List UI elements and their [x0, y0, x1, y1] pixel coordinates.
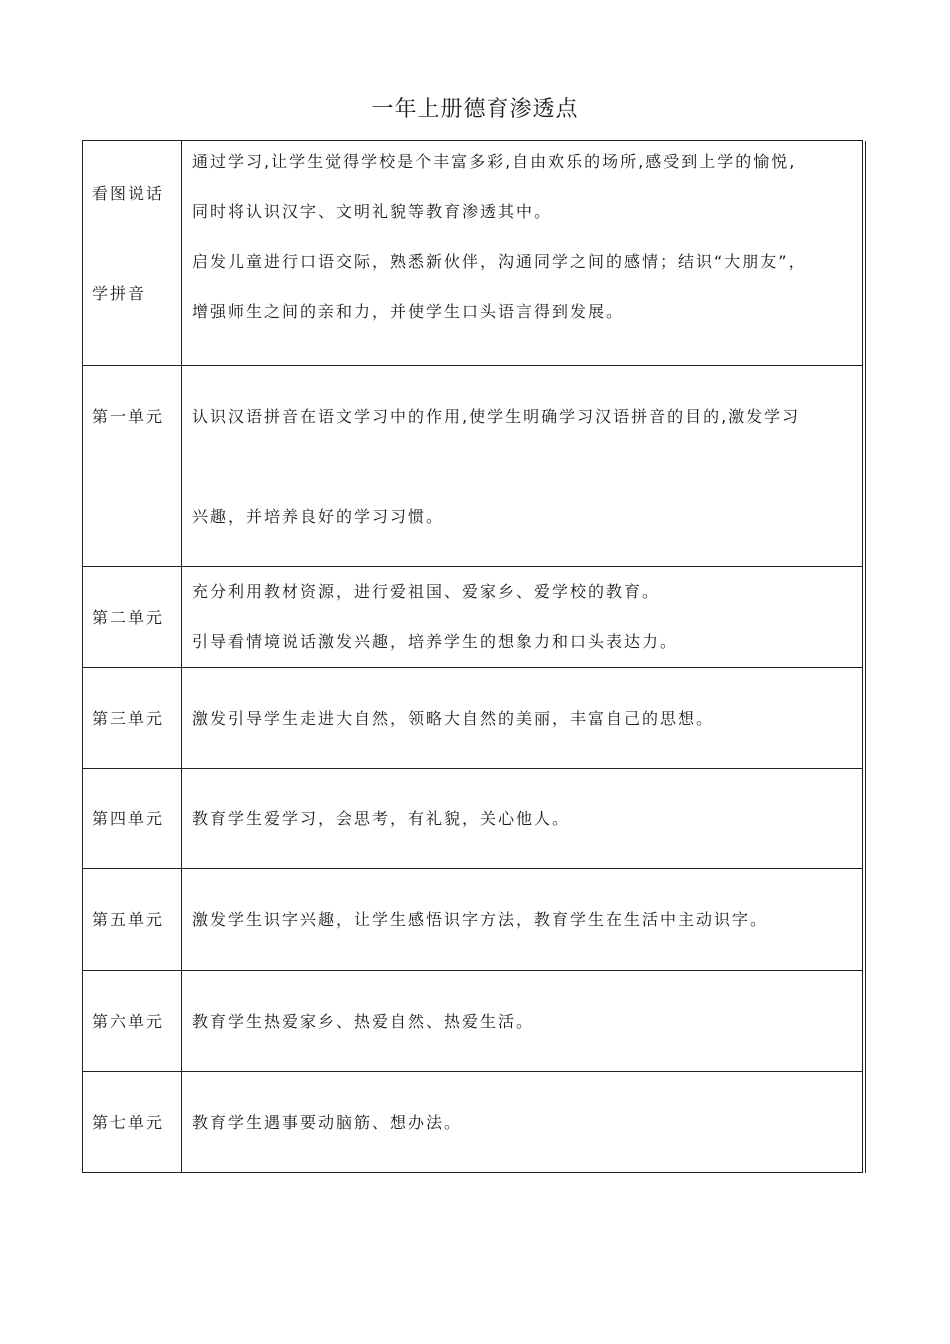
row-label-cell — [83, 366, 182, 566]
row-content-cell — [182, 668, 863, 768]
content-line: 通过学习,让学生觉得学校是个丰富多彩,自由欢乐的场所,感受到上学的愉悦, — [192, 152, 797, 171]
row-label-cell — [83, 668, 182, 768]
row-label-cell — [83, 971, 182, 1071]
row-content-cell — [182, 567, 863, 667]
content-table — [82, 140, 863, 1173]
content-line: 启发儿童进行口语交际，熟悉新伙伴，沟通同学之间的感情；结识“大朋友”， — [192, 252, 807, 271]
content-line: 教育学生遇事要动脑筋、想办法。 — [192, 1113, 463, 1132]
row-label-cell — [83, 769, 182, 868]
content-line: 教育学生爱学习，会思考，有礼貌，关心他人。 — [192, 809, 571, 828]
table-row — [83, 668, 863, 769]
content-line: 激发引导学生走进大自然，领略大自然的美丽，丰富自己的思想。 — [192, 709, 715, 728]
row-content-cell — [182, 141, 863, 365]
content-line: 引导看情境说话激发兴趣，培养学生的想象力和口头表达力。 — [192, 632, 679, 651]
content-line: 同时将认识汉字、文明礼貌等教育渗透其中。 — [192, 202, 553, 221]
row-label-cell — [83, 869, 182, 970]
content-line: 认识汉语拼音在语文学习中的作用,使学生明确学习汉语拼音的目的,激发学习 — [192, 407, 801, 426]
table-row — [83, 567, 863, 668]
content-line: 教育学生热爱家乡、热爱自然、热爱生活。 — [192, 1012, 535, 1031]
content-line: 激发学生识字兴趣，让学生感悟识字方法，教育学生在生活中主动识字。 — [192, 910, 769, 929]
row-label: 第三单元 — [92, 709, 165, 728]
row-label-cell — [83, 1072, 182, 1172]
content-line: 充分利用教材资源，进行爱祖国、爱家乡、爱学校的教育。 — [192, 582, 661, 601]
row-label-cell — [83, 141, 182, 365]
row-label: 学拼音 — [92, 284, 147, 303]
row-label: 第六单元 — [92, 1012, 165, 1031]
row-content-cell — [182, 1072, 863, 1172]
row-content-cell — [182, 869, 863, 970]
row-label: 第五单元 — [92, 910, 165, 929]
table-row — [83, 769, 863, 869]
row-content-cell — [182, 366, 863, 566]
row-label: 第二单元 — [92, 608, 165, 627]
table-row — [83, 141, 863, 366]
page-title: 一年上册德育渗透点 — [371, 97, 579, 122]
content-line: 兴趣，并培养良好的学习习惯。 — [192, 507, 445, 526]
row-content-cell — [182, 769, 863, 868]
content-line: 增强师生之间的亲和力，并使学生口头语言得到发展。 — [192, 302, 625, 321]
table-row — [83, 869, 863, 971]
table-row — [83, 366, 863, 567]
table-row — [83, 971, 863, 1072]
row-label: 看图说话 — [92, 184, 165, 203]
row-label: 第四单元 — [92, 809, 165, 828]
row-content-cell — [182, 971, 863, 1071]
table-row — [83, 1072, 863, 1173]
row-label-cell — [83, 567, 182, 667]
row-label: 第一单元 — [92, 407, 165, 426]
row-label: 第七单元 — [92, 1113, 165, 1132]
